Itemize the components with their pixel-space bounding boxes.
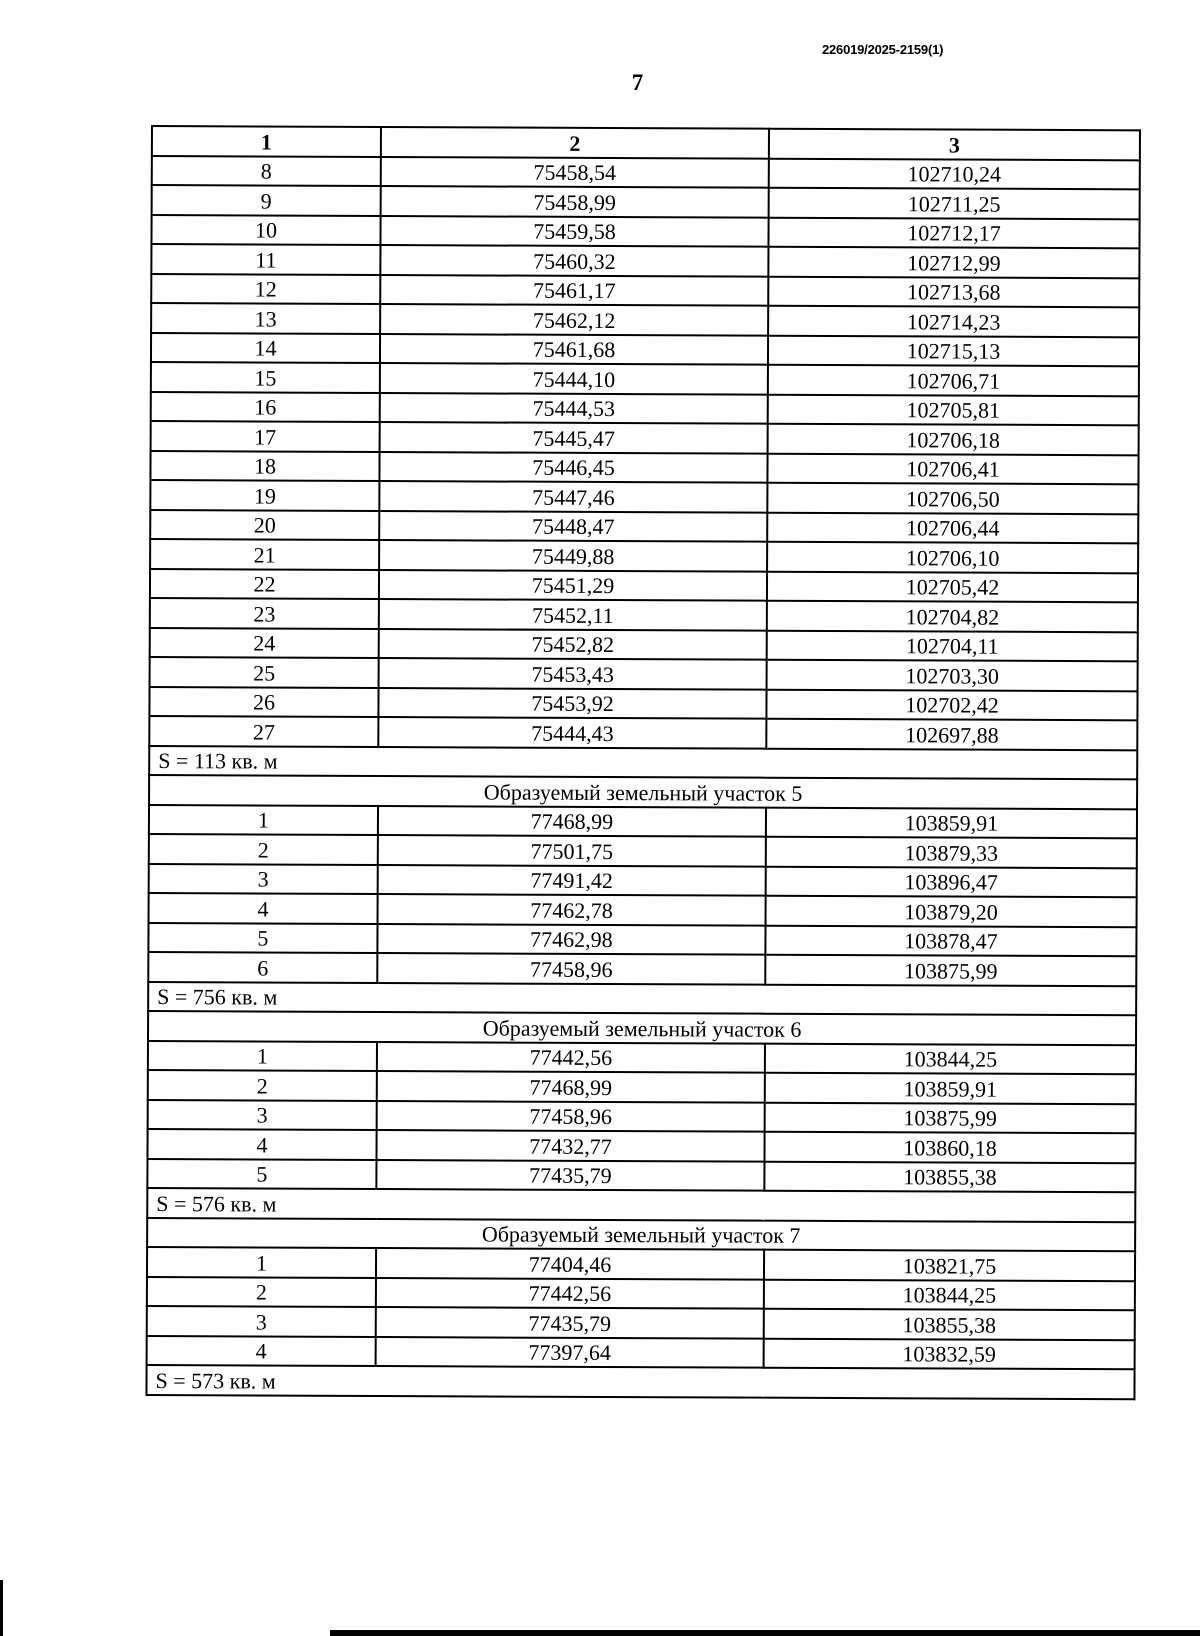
- y-coordinate-cell: 102704,82: [767, 601, 1138, 632]
- point-number-cell: 17: [151, 421, 380, 451]
- x-coordinate-cell: 75462,12: [380, 304, 768, 335]
- x-coordinate-cell: 77458,96: [377, 1100, 765, 1131]
- y-coordinate-cell: 103875,99: [765, 1102, 1136, 1133]
- x-coordinate-cell: 75461,68: [380, 334, 768, 365]
- table-row: [149, 716, 1137, 750]
- x-coordinate-cell: 77458,96: [377, 953, 765, 984]
- point-number-cell: 8: [152, 156, 381, 186]
- x-coordinate-cell: 77462,78: [378, 894, 766, 925]
- x-coordinate-cell: 77442,56: [377, 1041, 765, 1072]
- point-number-cell: 4: [147, 1129, 376, 1159]
- x-coordinate-cell: 77404,46: [376, 1248, 764, 1279]
- y-coordinate-cell: 102715,13: [768, 335, 1139, 366]
- area-value-row: [147, 1188, 1135, 1222]
- section-title: Образуемый земельный участок 5: [149, 775, 1137, 809]
- y-coordinate-cell: 102705,81: [768, 394, 1139, 425]
- x-coordinate-cell: 77468,99: [377, 1071, 765, 1102]
- point-number-cell: 1: [149, 804, 378, 834]
- table-row: [150, 539, 1138, 573]
- table-row: [150, 480, 1138, 514]
- x-coordinate-cell: 77442,56: [376, 1277, 764, 1308]
- y-coordinate-cell: 103844,25: [764, 1279, 1135, 1310]
- y-coordinate-cell: 102703,30: [767, 660, 1138, 691]
- table-row: [147, 1306, 1135, 1340]
- point-number-cell: 3: [147, 1306, 376, 1336]
- y-coordinate-cell: 102714,23: [768, 306, 1139, 337]
- y-coordinate-cell: 102706,10: [767, 542, 1138, 573]
- table-row: [151, 303, 1139, 337]
- x-coordinate-cell: 75458,99: [381, 186, 769, 217]
- area-value-row: [146, 1365, 1134, 1399]
- table-row: [152, 185, 1140, 219]
- table-row: [151, 274, 1139, 308]
- table-row: [148, 922, 1136, 956]
- x-coordinate-cell: 77432,77: [376, 1130, 764, 1161]
- table-row: [150, 510, 1138, 544]
- y-coordinate-cell: 103859,91: [765, 1073, 1136, 1104]
- point-number-cell: 19: [150, 480, 379, 510]
- section-title-row: [147, 1217, 1135, 1251]
- section-title: Образуемый земельный участок 6: [148, 1011, 1136, 1045]
- y-coordinate-cell: 102706,44: [767, 512, 1138, 543]
- y-coordinate-cell: 103860,18: [764, 1132, 1135, 1163]
- table-row: [149, 863, 1137, 897]
- point-number-cell: 6: [148, 952, 377, 982]
- column-header-y: 3: [769, 129, 1140, 160]
- x-coordinate-cell: 75444,10: [380, 363, 768, 394]
- y-coordinate-cell: 103878,47: [765, 925, 1136, 956]
- point-number-cell: 18: [150, 451, 379, 481]
- x-coordinate-cell: 75444,43: [378, 717, 766, 748]
- section-title-row: [148, 1011, 1136, 1045]
- table-row: [147, 1158, 1135, 1192]
- table-row: [149, 834, 1137, 868]
- point-number-cell: 14: [151, 333, 380, 363]
- y-coordinate-cell: 103879,20: [766, 896, 1137, 927]
- y-coordinate-cell: 103879,33: [766, 837, 1137, 868]
- point-number-cell: 24: [150, 627, 379, 657]
- y-coordinate-cell: 102713,68: [768, 276, 1139, 307]
- x-coordinate-cell: 75444,53: [380, 393, 768, 424]
- point-number-cell: 27: [149, 716, 378, 746]
- table-row: [152, 156, 1140, 190]
- y-coordinate-cell: 103859,91: [766, 807, 1137, 838]
- table-row: [148, 1099, 1136, 1133]
- table-row: [147, 1247, 1135, 1281]
- point-number-cell: 21: [150, 539, 379, 569]
- table-row: [150, 569, 1138, 603]
- table-row: [150, 451, 1138, 485]
- y-coordinate-cell: 103855,38: [764, 1309, 1135, 1340]
- point-number-cell: 2: [149, 834, 378, 864]
- y-coordinate-cell: 103821,75: [764, 1250, 1135, 1281]
- point-number-cell: 23: [150, 598, 379, 628]
- x-coordinate-cell: 75461,17: [380, 275, 768, 306]
- y-coordinate-cell: 102706,18: [768, 424, 1139, 455]
- x-coordinate-cell: 75449,88: [379, 540, 767, 571]
- point-number-cell: 2: [147, 1276, 376, 1306]
- x-coordinate-cell: 75445,47: [380, 422, 768, 453]
- x-coordinate-cell: 75458,54: [381, 157, 769, 188]
- document-number: 226019/2025-2159(1): [822, 42, 944, 57]
- x-coordinate-cell: 75460,32: [380, 245, 768, 276]
- table-row: [151, 244, 1139, 278]
- point-number-cell: 1: [147, 1247, 376, 1277]
- table-row: [150, 598, 1138, 632]
- table-header-row: [152, 126, 1140, 160]
- x-coordinate-cell: 77491,42: [378, 864, 766, 895]
- point-number-cell: 10: [151, 215, 380, 245]
- column-header-point: 1: [152, 126, 381, 156]
- point-number-cell: 22: [150, 569, 379, 599]
- point-number-cell: 25: [150, 657, 379, 687]
- y-coordinate-cell: 102706,50: [767, 483, 1138, 514]
- point-number-cell: 20: [150, 510, 379, 540]
- y-coordinate-cell: 103875,99: [765, 955, 1136, 986]
- table-row: [151, 215, 1139, 249]
- table-row: [148, 952, 1136, 986]
- y-coordinate-cell: 102702,42: [766, 689, 1137, 720]
- x-coordinate-cell: 77462,98: [377, 923, 765, 954]
- x-coordinate-cell: 75448,47: [379, 510, 767, 541]
- area-value: S = 573 кв. м: [146, 1365, 1134, 1399]
- table-row: [147, 1276, 1135, 1310]
- table-row: [147, 1129, 1135, 1163]
- x-coordinate-cell: 75453,92: [378, 687, 766, 718]
- point-number-cell: 16: [151, 392, 380, 422]
- table-row: [150, 627, 1138, 661]
- y-coordinate-cell: 103844,25: [765, 1043, 1136, 1074]
- point-number-cell: 26: [149, 686, 378, 716]
- table-row: [151, 362, 1139, 396]
- point-number-cell: 2: [148, 1070, 377, 1100]
- y-coordinate-cell: 103832,59: [764, 1338, 1135, 1369]
- y-coordinate-cell: 102711,25: [769, 188, 1140, 219]
- coordinates-table: [145, 125, 1141, 1400]
- x-coordinate-cell: 77397,64: [376, 1336, 764, 1367]
- x-coordinate-cell: 75452,11: [379, 599, 767, 630]
- scan-edge-mark: [0, 1580, 3, 1636]
- point-number-cell: 1: [148, 1040, 377, 1070]
- area-value-row: [149, 745, 1137, 779]
- point-number-cell: 5: [148, 922, 377, 952]
- y-coordinate-cell: 102706,41: [767, 453, 1138, 484]
- point-number-cell: 5: [147, 1158, 376, 1188]
- area-value-row: [148, 981, 1136, 1015]
- table-row: [149, 893, 1137, 927]
- section-title-row: [149, 775, 1137, 809]
- y-coordinate-cell: 102710,24: [769, 158, 1140, 189]
- x-coordinate-cell: 77501,75: [378, 835, 766, 866]
- table-row: [148, 1040, 1136, 1074]
- x-coordinate-cell: 75446,45: [379, 452, 767, 483]
- y-coordinate-cell: 102704,11: [767, 630, 1138, 661]
- y-coordinate-cell: 103896,47: [766, 866, 1137, 897]
- area-value: S = 756 кв. м: [148, 981, 1136, 1015]
- x-coordinate-cell: 77435,79: [376, 1159, 764, 1190]
- y-coordinate-cell: 102706,71: [768, 365, 1139, 396]
- table-row: [148, 1070, 1136, 1104]
- point-number-cell: 12: [151, 274, 380, 304]
- y-coordinate-cell: 102697,88: [766, 719, 1137, 750]
- y-coordinate-cell: 102712,17: [768, 217, 1139, 248]
- table-row: [151, 392, 1139, 426]
- point-number-cell: 3: [148, 1099, 377, 1129]
- point-number-cell: 9: [152, 185, 381, 215]
- area-value: S = 576 кв. м: [147, 1188, 1135, 1222]
- x-coordinate-cell: 75453,43: [379, 658, 767, 689]
- scan-edge-bar: [330, 1630, 1200, 1636]
- section-title: Образуемый земельный участок 7: [147, 1217, 1135, 1251]
- point-number-cell: 15: [151, 362, 380, 392]
- table-row: [151, 333, 1139, 367]
- point-number-cell: 4: [147, 1335, 376, 1365]
- point-number-cell: 11: [151, 244, 380, 274]
- table-row: [149, 804, 1137, 838]
- area-value: S = 113 кв. м: [149, 745, 1137, 779]
- y-coordinate-cell: 102705,42: [767, 571, 1138, 602]
- x-coordinate-cell: 75447,46: [379, 481, 767, 512]
- table-body: [146, 156, 1139, 1399]
- x-coordinate-cell: 77468,99: [378, 805, 766, 836]
- table-row: [149, 686, 1137, 720]
- page-number: 7: [631, 70, 644, 95]
- column-header-x: 2: [381, 127, 769, 158]
- x-coordinate-cell: 77435,79: [376, 1307, 764, 1338]
- point-number-cell: 3: [149, 863, 378, 893]
- table-row: [147, 1335, 1135, 1369]
- point-number-cell: 4: [149, 893, 378, 923]
- point-number-cell: 13: [151, 303, 380, 333]
- x-coordinate-cell: 75451,29: [379, 569, 767, 600]
- x-coordinate-cell: 75459,58: [380, 216, 768, 247]
- y-coordinate-cell: 102712,99: [768, 247, 1139, 278]
- y-coordinate-cell: 103855,38: [764, 1161, 1135, 1192]
- x-coordinate-cell: 75452,82: [379, 628, 767, 659]
- table-row: [150, 657, 1138, 691]
- table-row: [151, 421, 1139, 455]
